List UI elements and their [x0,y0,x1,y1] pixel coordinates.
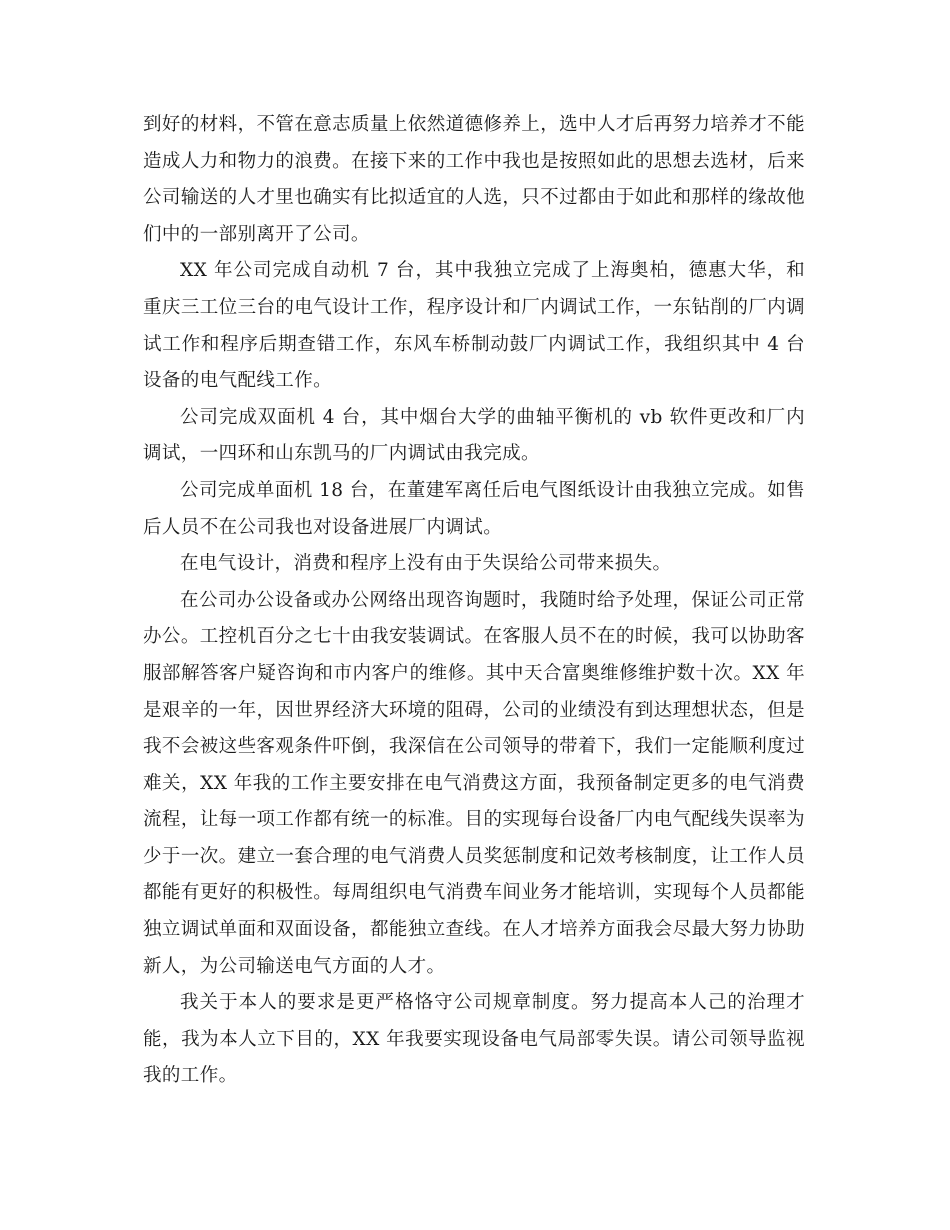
paragraph-automatic-machines: XX 年公司完成自动机 7 台，其中我独立完成了上海奥柏，德惠大华，和重庆三工位三台的电气设计工作，程序设计和厂内调试工作，一东钻削的厂内调试工作和程序后期查错工作，东风车桥制动鼓厂内调试工作，我组织其中 4 台设备的电气配线工作。 [143,260,805,392]
document-body [143,107,805,1095]
paragraph-no-losses: 在电气设计，消费和程序上没有由于失误给公司带来损失。 [180,553,672,575]
paragraph-office-support-and-plans: 在公司办公设备或办公网络出现咨询题时，我随时给予处理，保证公司正常办公。工控机百分之七十由我安装调试。在客服人员不在的时候，我可以协助客服部解答客户疑咨询和市内客户的维修。其中天合富奥维修维护数十次。XX 年是艰辛的一年，因世界经济大环境的阻碍，公司的业绩没有到达理想状态，但是我不会被这些客观条件吓倒，我深信在公司领导的带着下，我们一定能顺利度过难关，XX 年我的工作主要安排在电气消费这方面，我预备制定更多的电气消费流程，让每一项工作都有统一的标准。目的实现每台设备厂内电气配线失误率为少于一次。建立一套合理的电气消费人员奖惩制度和记效考核制度，让工作人员都能有更好的积极性。每周组织电气消费车间业务才能培训，实现每个人员都能独立调试单面和双面设备，都能独立查线。在人才培养方面我会尽最大努力协助新人，为公司输送电气方面的人才。 [143,589,805,977]
paragraph-single-sided-machines: 公司完成单面机 18 台，在董建军离任后电气图纸设计由我独立完成。如售后人员不在公司我也对设备进展厂内调试。 [143,479,805,538]
paragraph-continuation: 到好的材料，不管在意志质量上依然道德修养上，选中人才后再努力培养才不能造成人力和物力的浪费。在接下来的工作中我也是按照如此的思想去选材，后来公司输送的人才里也确实有比拟适宜的人选，只不过都由于如此和那样的缘故他们中的一部别离开了公司。 [143,114,805,245]
paragraph-self-requirements: 我关于本人的要求是更严格恪守公司规章制度。努力提高本人己的治理才能，我为本人立下目的，XX 年我要实现设备电气局部零失误。请公司领导监视我的工作。 [143,992,805,1087]
paragraph-double-sided-machines: 公司完成双面机 4 台，其中烟台大学的曲轴平衡机的 vb 软件更改和厂内调试，一四环和山东凯马的厂内调试由我完成。 [143,406,805,465]
